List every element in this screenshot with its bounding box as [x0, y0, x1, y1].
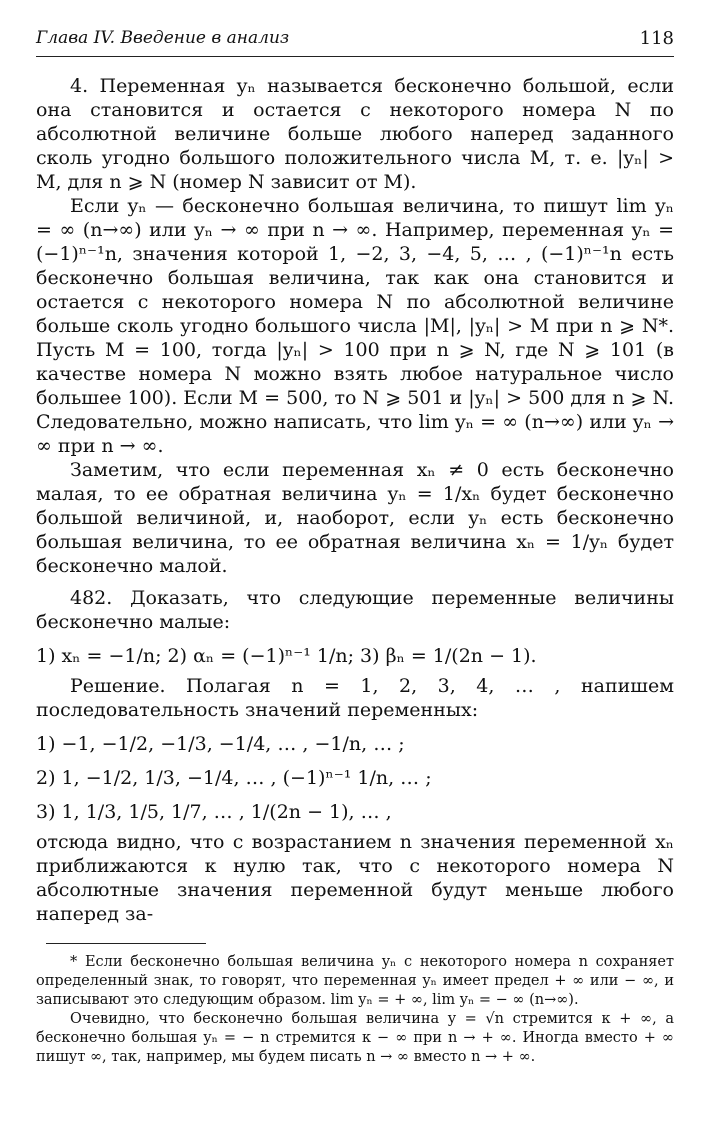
chapter-title: Глава IV. Введение в анализ [36, 28, 290, 48]
solution-conclusion: отсюда видно, что с возрастанием n значения переменной xₙ приближаются к нулю так, что с некоторого номера N абсолютные значения переменной будут меньше любого наперед за- [36, 831, 674, 925]
main-text [36, 74, 674, 926]
footnote-paragraph-2: Очевидно, что бесконечно большая величина y = √n стремится к + ∞, а бесконечно большая yₙ = − n стремится к − ∞ при n → + ∞. Иногда вместо + ∞ пишут ∞, так, например, мы будем писать n → ∞ вместо n → + ∞. [36, 1011, 674, 1065]
footnote [36, 953, 674, 1067]
problem-482-statement: 482. Доказать, что следующие переменные величины бесконечно малые: [36, 587, 674, 633]
running-header [36, 28, 674, 56]
page-number: 118 [639, 28, 674, 49]
paragraph-notation: Если yₙ — бесконечно большая величина, то пишут lim yₙ = ∞ (n→∞) или yₙ → ∞ при n → ∞. Например, переменная yₙ = (−1)ⁿ⁻¹n, значения которой 1, −2, 3, −4, 5, … , (−1)ⁿ⁻¹n есть бесконечно большая величина, так как она становится и остается с некоторого номера N по абсолютной величине больше сколь угодно большого числа |M|, |yₙ| > M при n ⩾ N*. Пусть M = 100, тогда |yₙ| > 100 при n ⩾ N, где N ⩾ 101 (в качестве номера N можно взять любое натуральное число большее 100). Если M = 500, то N ⩾ 501 и |yₙ| > 500 для n ⩾ N. Следовательно, можно написать, что lim yₙ = ∞ (n→∞) или yₙ → ∞ при n → ∞. [36, 195, 674, 457]
paragraph-definition: 4. Переменная yₙ называется бесконечно большой, если она становится и остается с некоторого номера N по абсолютной величине больше любого наперед заданного сколь угодно большого положительного числа M, т. е. |yₙ| > M, для n ⩾ N (номер N зависит от M). [36, 75, 674, 193]
sequence-1: 1) −1, −1/2, −1/3, −1/4, … , −1/n, … ; [36, 733, 405, 755]
sequence-3: 3) 1, 1/3, 1/5, 1/7, … , 1/(2n − 1), … , [36, 801, 392, 823]
paragraph-reciprocal: Заметим, что если переменная xₙ ≠ 0 есть бесконечно малая, то ее обратная величина yₙ = 1/xₙ будет бесконечно большой величиной, и, наоборот, если yₙ есть бесконечно большая величина, то ее обратная величина xₙ = 1/yₙ будет бесконечно малой. [36, 459, 674, 577]
header-rule [36, 56, 674, 57]
footnote-paragraph-1: * Если бесконечно большая величина yₙ с некоторого номера n сохраняет определенный знак, то говорят, что переменная yₙ имеет предел + ∞ или − ∞, и записывают это следующим образом. lim yₙ = + ∞, lim yₙ = − ∞ (n→∞). [36, 954, 674, 1008]
footnote-rule [46, 943, 206, 944]
solution-intro: Решение. Полагая n = 1, 2, 3, 4, … , напишем последовательность значений переменных: [36, 675, 674, 721]
sequence-2: 2) 1, −1/2, 1/3, −1/4, … , (−1)ⁿ⁻¹ 1/n, … ; [36, 767, 432, 789]
problem-482-formulas: 1) xₙ = −1/n; 2) αₙ = (−1)ⁿ⁻¹ 1/n; 3) βₙ = 1/(2n − 1). [36, 645, 537, 667]
